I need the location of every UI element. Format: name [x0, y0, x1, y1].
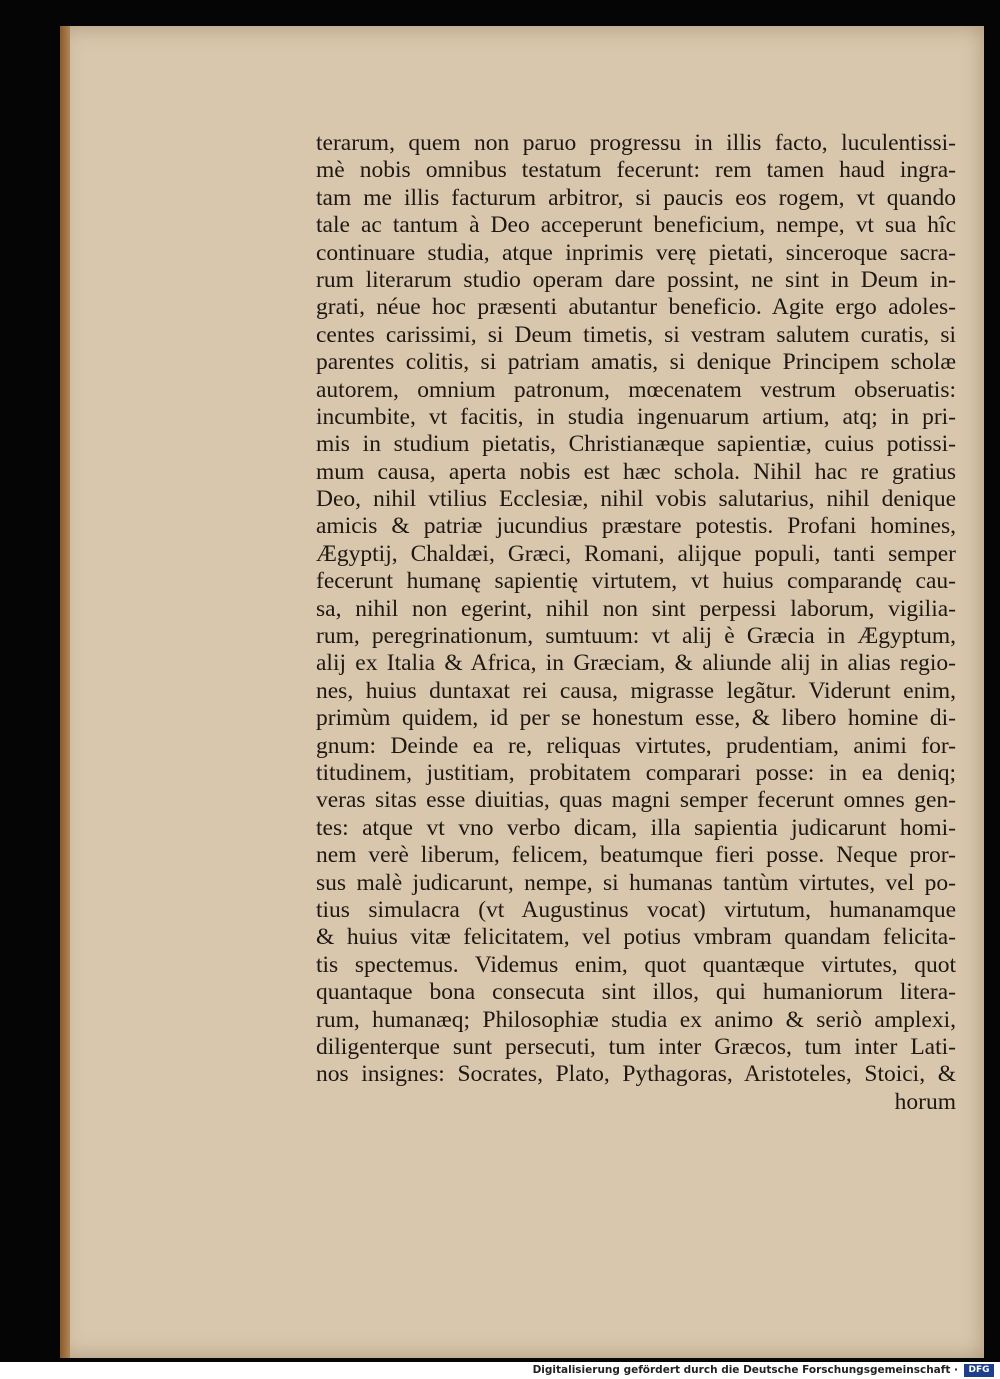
dfg-logo-icon: DFG — [964, 1364, 994, 1377]
text-line: Deo, nihil vtilius Ecclesiæ, nihil vobis salutarius, nihil denique — [316, 486, 956, 513]
text-line: continuare studia, atque inprimis verę pietati, sinceroque sacra- — [316, 239, 956, 266]
text-line: gnum: Deinde ea re, reliquas virtutes, prudentiam, animi for- — [316, 732, 956, 759]
text-line: rum, peregrinationum, sumtuum: vt alij è Græcia in Ægyptum, — [316, 623, 956, 650]
text-line: diligenterque sunt persecuti, tum inter Græcos, tum inter Lati- — [316, 1033, 956, 1060]
text-line: sus malè judicarunt, nempe, si humanas tantùm virtutes, vel po- — [316, 869, 956, 896]
text-line: nes, huius duntaxat rei causa, migrasse legãtur. Viderunt enim, — [316, 677, 956, 704]
catchword: horum — [894, 1088, 956, 1115]
text-line: primùm quidem, id per se honestum esse, & libero homine di- — [316, 705, 956, 732]
text-line: veras sitas esse diuitias, quas magni semper fecerunt omnes gen- — [316, 787, 956, 814]
text-line: fecerunt humanę sapientię virtutem, vt huius comparandę cau- — [316, 568, 956, 595]
text-line: Ægyptij, Chaldæi, Græci, Romani, alijque populi, tanti semper — [316, 540, 956, 567]
text-line: parentes colitis, si patriam amatis, si denique Principem scholæ — [316, 349, 956, 376]
text-line: grati, néue hoc præsenti abutantur beneficio. Agite ergo adoles- — [316, 294, 956, 321]
text-line: tis spectemus. Videmus enim, quot quantæque virtutes, quot — [316, 951, 956, 978]
text-line: rum, humanæq; Philosophiæ studia ex animo & seriò amplexi, — [316, 1006, 956, 1033]
text-line: mis in studium pietatis, Christianæque sapientiæ, cuius potissi- — [316, 431, 956, 458]
footer-bar — [0, 1362, 1000, 1379]
text-line: terarum, quem non paruo progressu in illis facto, luculentissi- — [316, 130, 956, 156]
page-binding-edge — [60, 26, 70, 1358]
text-line: nos insignes: Socrates, Plato, Pythagoras, Aristoteles, Stoici, & — [316, 1061, 956, 1088]
text-line: tale ac tantum à Deo acceperunt beneficium, nempe, vt sua hîc — [316, 212, 956, 239]
text-line: nem verè liberum, felicem, beatumque fieri posse. Neque pror- — [316, 842, 956, 869]
text-line: tius simulacra (vt Augustinus vocat) virtutum, humanamque — [316, 896, 956, 923]
text-line: autorem, omnium patronum, mœcenatem vestrum obseruatis: — [316, 376, 956, 403]
text-line: & huius vitæ felicitatem, vel potius vmbram quandam felicita- — [316, 924, 956, 951]
text-line: tes: atque vt vno verbo dicam, illa sapientia judicarunt homi- — [316, 814, 956, 841]
text-line: titudinem, justitiam, probitatem comparari posse: in ea deniq; — [316, 759, 956, 786]
text-line: sa, nihil non egerint, nihil non sint perpessi laborum, vigilia- — [316, 595, 956, 622]
text-line: quantaque bona consecuta sint illos, qui humaniorum litera- — [316, 979, 956, 1006]
text-line: mum causa, aperta nobis est hæc schola. Nihil hac re gratius — [316, 458, 956, 485]
text-line: mè nobis omnibus testatum fecerunt: rem tamen haud ingra- — [316, 157, 956, 184]
text-line: rum literarum studio operam dare possint, ne sint in Deum in- — [316, 266, 956, 293]
text-line: alij ex Italia & Africa, in Græciam, & aliunde alij in alias regio- — [316, 650, 956, 677]
page-text-block — [316, 130, 956, 1116]
text-line: centes carissimi, si Deum timetis, si vestram salutem curatis, si — [316, 321, 956, 348]
text-line: tam me illis facturum arbitror, si paucis eos rogem, vt quando — [316, 184, 956, 211]
text-line: amicis & patriæ jucundius præstare potestis. Profani homines, — [316, 513, 956, 540]
text-line: incumbite, vt facitis, in studia ingenuarum artium, atq; in pri- — [316, 403, 956, 430]
footer-credit: Digitalisierung gefördert durch die Deutsche Forschungsgemeinschaft · — [532, 1364, 958, 1376]
